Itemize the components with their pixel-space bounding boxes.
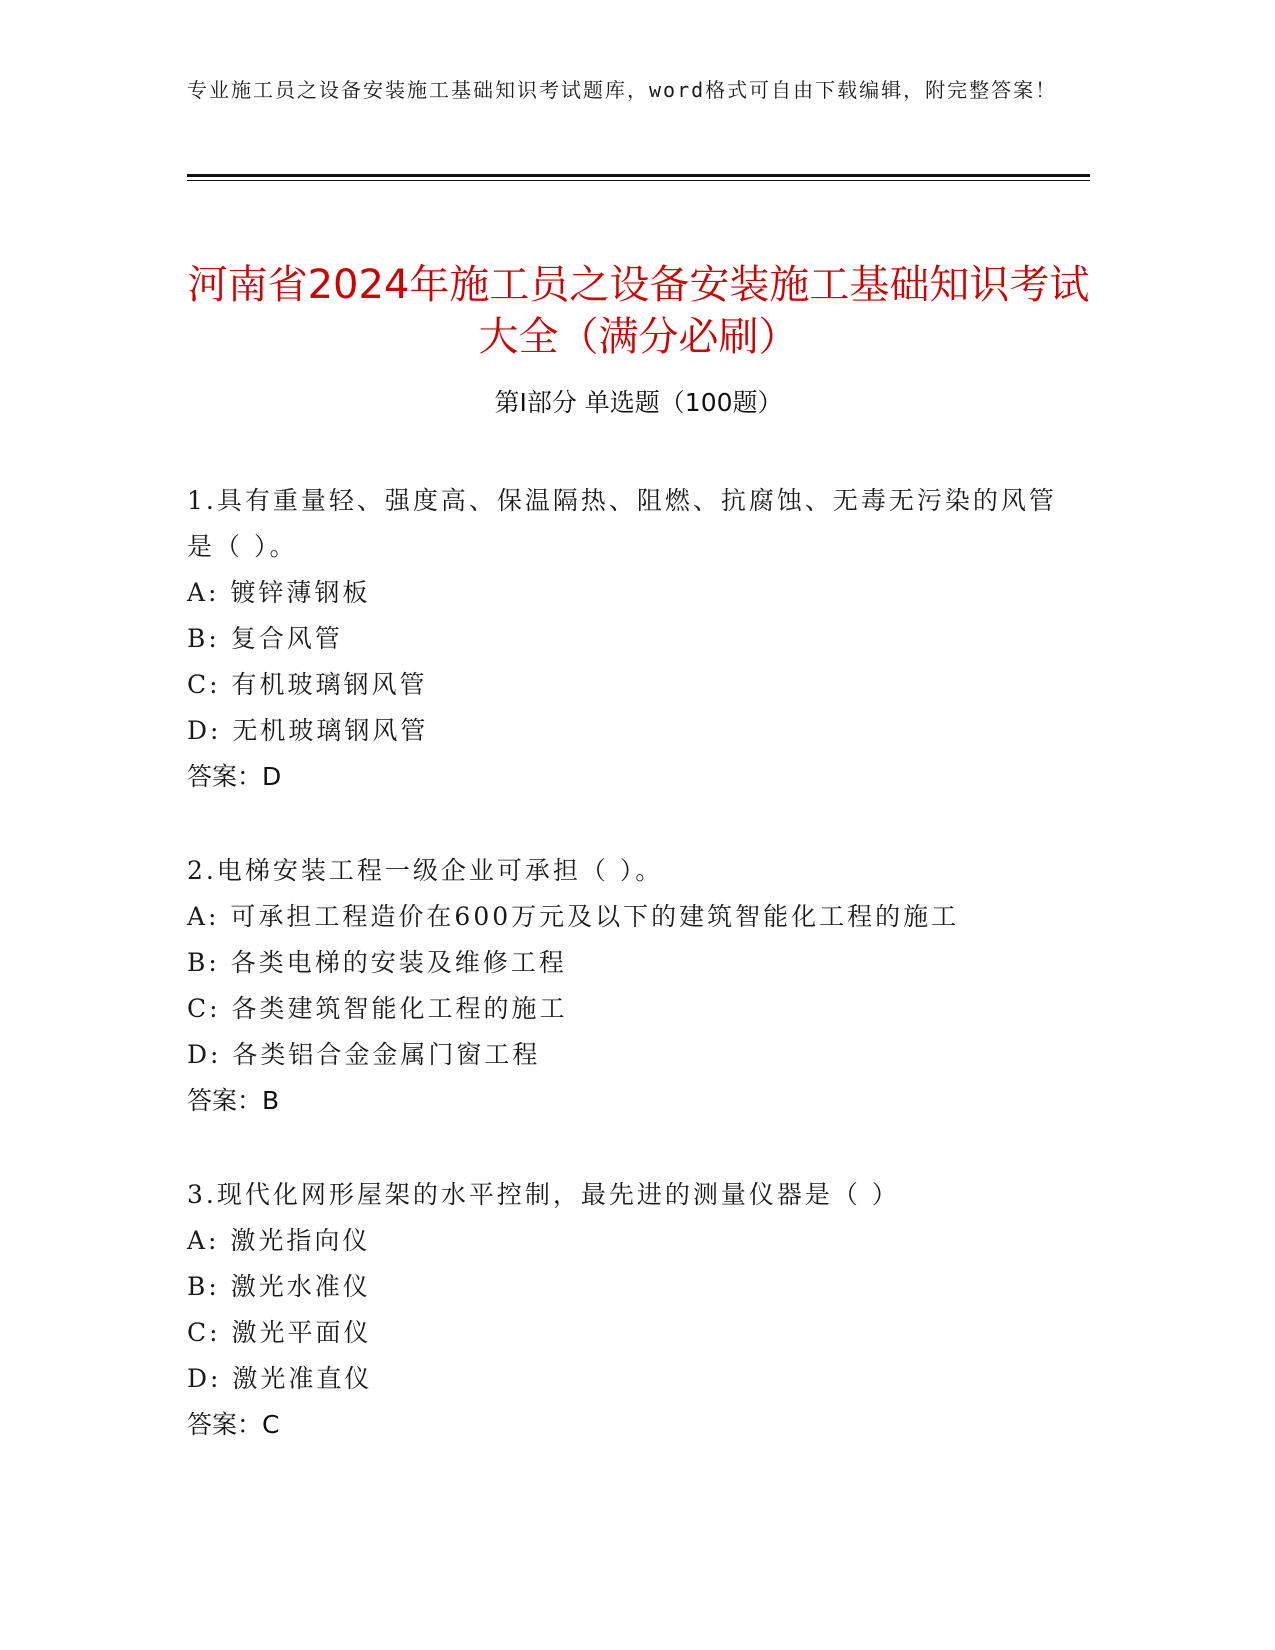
question-item	[187, 848, 1067, 1124]
option-b: B: 激光水准仪	[187, 1272, 371, 1301]
answer: 答案：B	[187, 1086, 280, 1115]
question-item	[187, 1172, 1067, 1448]
option-a: A: 可承担工程造价在600万元及以下的建筑智能化工程的施工	[187, 902, 960, 931]
question-stem: 3.现代化网形屋架的水平控制，最先进的测量仪器是（ ）	[187, 1180, 900, 1209]
answer: 答案：D	[187, 762, 282, 791]
option-d: D: 各类铝合金金属门窗工程	[187, 1040, 541, 1069]
option-a: A: 镀锌薄钢板	[187, 578, 371, 607]
answer: 答案：C	[187, 1410, 280, 1439]
question-stem: 2.电梯安装工程一级企业可承担（ ）。	[187, 856, 664, 885]
header-divider-thick	[187, 174, 1090, 177]
option-d: D: 无机玻璃钢风管	[187, 716, 429, 745]
section-title: 第I部分 单选题（100题）	[494, 388, 783, 417]
option-b: B: 复合风管	[187, 624, 343, 653]
question-stem: 1.具有重量轻、强度高、保温隔热、阻燃、抗腐蚀、无毒无污染的风管是（ ）。	[187, 486, 1057, 561]
header-divider-thin	[187, 180, 1090, 181]
header-note: 专业施工员之设备安装施工基础知识考试题库，word格式可自由下载编辑，附完整答案！	[187, 78, 1058, 102]
option-d: D: 激光准直仪	[187, 1364, 373, 1393]
document-title: 河南省2024年施工员之设备安装施工基础知识考试大全（满分必刷）	[187, 261, 1090, 360]
option-c: C: 激光平面仪	[187, 1318, 372, 1347]
question-list	[187, 478, 1067, 1496]
option-c: C: 各类建筑智能化工程的施工	[187, 994, 568, 1023]
option-a: A: 激光指向仪	[187, 1226, 371, 1255]
question-item	[187, 478, 1067, 800]
option-c: C: 有机玻璃钢风管	[187, 670, 428, 699]
option-b: B: 各类电梯的安装及维修工程	[187, 948, 567, 977]
